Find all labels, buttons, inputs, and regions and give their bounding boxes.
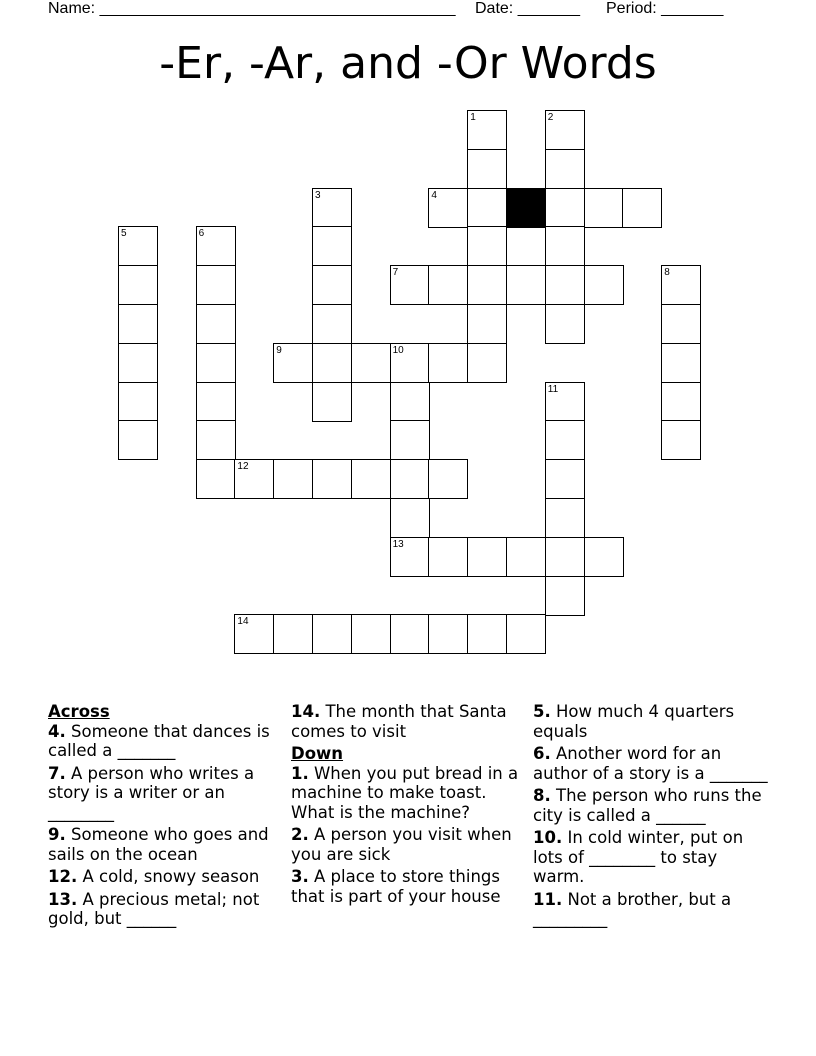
crossword-cell[interactable]: [351, 614, 391, 654]
crossword-cell[interactable]: [196, 226, 236, 266]
crossword-cell[interactable]: [390, 265, 430, 305]
crossword-cell[interactable]: [428, 537, 468, 577]
clue-number: 14.: [291, 702, 321, 721]
clue-text: Not a brother, but a _________: [533, 889, 732, 928]
crossword-cell[interactable]: [661, 265, 701, 305]
clue-number: 5: [121, 228, 127, 240]
crossword-cell[interactable]: [312, 614, 352, 654]
clue-number: 1.: [291, 763, 309, 783]
crossword-cell[interactable]: [118, 226, 158, 266]
crossword-cell[interactable]: [390, 498, 430, 538]
crossword-cell[interactable]: [467, 343, 507, 383]
clue-number: 2: [547, 112, 554, 123]
clue-item: [48, 722, 276, 761]
crossword-cell[interactable]: [428, 265, 468, 305]
clue-item: [48, 890, 276, 929]
crossword-cell[interactable]: [312, 188, 352, 228]
crossword-cell[interactable]: [661, 343, 701, 383]
across-heading: Across: [48, 702, 110, 721]
clue-number: 7: [392, 267, 399, 279]
clue-item: [48, 867, 276, 887]
clue-number: 11.: [533, 889, 563, 909]
clues-column-3: [533, 702, 773, 932]
crossword-cell[interactable]: [273, 459, 313, 499]
clue-number: 8: [664, 267, 670, 279]
crossword-cell[interactable]: [390, 459, 430, 499]
clue-number: 9.: [48, 825, 66, 844]
crossword-cell[interactable]: [545, 382, 585, 422]
clue-number: 3: [315, 189, 321, 201]
crossword-cell[interactable]: [428, 343, 468, 383]
crossword-cell[interactable]: [506, 537, 546, 577]
crossword-cell[interactable]: [196, 343, 236, 383]
clue-item: [533, 744, 773, 783]
crossword-cell[interactable]: [390, 382, 430, 422]
crossword-cell[interactable]: [351, 343, 391, 383]
crossword-cell[interactable]: [196, 459, 236, 499]
clue-text: Another word for an author of a story is a _______: [533, 744, 768, 783]
crossword-cell[interactable]: [661, 382, 701, 422]
clue-number: 1: [470, 112, 476, 123]
crossword-cell[interactable]: [390, 614, 430, 654]
crossword-cell[interactable]: [118, 420, 158, 460]
crossword-cell[interactable]: [584, 188, 624, 228]
clue-text: A person who writes a story is a writer or an ________: [48, 763, 255, 822]
crossword-cell[interactable]: [118, 304, 158, 344]
clue-item: [291, 702, 523, 741]
crossword-cell[interactable]: [196, 304, 236, 344]
crossword-cell[interactable]: [467, 110, 507, 150]
crossword-cell[interactable]: [312, 304, 352, 344]
crossword-cell[interactable]: [273, 343, 313, 383]
clue-text: A person you visit when you are sick: [291, 825, 512, 864]
crossword-cell[interactable]: [390, 420, 430, 460]
crossword-cell[interactable]: [351, 459, 391, 499]
crossword-cell[interactable]: [312, 459, 352, 499]
clue-text: A place to store things that is part of your house: [291, 867, 501, 906]
clue-text: Someone who goes and sails on the ocean: [48, 825, 269, 864]
crossword-cell[interactable]: [390, 537, 430, 577]
crossword-cell[interactable]: [196, 420, 236, 460]
crossword-cell[interactable]: [273, 614, 313, 654]
crossword-cell[interactable]: [545, 265, 585, 305]
clue-text: In cold winter, put on lots of ________ to stay warm.: [533, 828, 744, 886]
crossword-cell[interactable]: [428, 459, 468, 499]
crossword-cell[interactable]: [196, 382, 236, 422]
crossword-cell[interactable]: [467, 188, 507, 228]
clue-number: 11: [547, 383, 559, 395]
clue-text: A precious metal; not gold, but ______: [48, 889, 260, 928]
crossword-cell[interactable]: [467, 265, 507, 305]
crossword-cell[interactable]: [467, 537, 507, 577]
crossword-cell[interactable]: [312, 382, 352, 422]
clue-number: 13: [392, 538, 404, 550]
clue-text: The person who runs the city is called a ______: [533, 786, 762, 825]
clue-item: [48, 825, 276, 864]
crossword-cell[interactable]: [584, 265, 624, 305]
crossword-cell[interactable]: [622, 188, 662, 228]
page-title: -Er, -Ar, and -Or Words: [159, 38, 657, 89]
clue-number: 7.: [48, 763, 66, 783]
crossword-cell[interactable]: [545, 226, 585, 266]
crossword-cell[interactable]: [545, 149, 585, 189]
clue-number: 12.: [48, 867, 78, 886]
crossword-cell[interactable]: [312, 265, 352, 305]
clue-item: [291, 825, 523, 864]
crossword-cell[interactable]: [545, 188, 585, 228]
clue-text: The month that Santa comes to visit: [291, 702, 507, 741]
clue-number: 12: [237, 461, 249, 473]
crossword-cell[interactable]: [661, 420, 701, 460]
clue-number: 10.: [533, 828, 563, 847]
crossword-cell[interactable]: [506, 265, 546, 305]
crossword-cell[interactable]: [312, 226, 352, 266]
crossword-cell[interactable]: [467, 614, 507, 654]
down-heading: Down: [291, 744, 344, 763]
clue-number: 6.: [533, 744, 551, 763]
clue-item: [291, 764, 523, 823]
crossword-cell[interactable]: [467, 304, 507, 344]
crossword-cell[interactable]: [234, 459, 274, 499]
clue-number: 2.: [291, 825, 309, 844]
clue-number: 4: [431, 189, 437, 201]
clue-number: 9: [276, 344, 282, 356]
crossword-cell[interactable]: [118, 265, 158, 305]
crossword-cell[interactable]: [118, 382, 158, 422]
crossword-cell[interactable]: [196, 265, 236, 305]
clues-column-2: [291, 702, 523, 909]
crossword-cell[interactable]: [390, 343, 430, 383]
crossword-cell[interactable]: [545, 459, 585, 499]
clue-text: A cold, snowy season: [77, 867, 260, 886]
crossword-cell[interactable]: [584, 537, 624, 577]
crossword-cell[interactable]: [545, 498, 585, 538]
crossword-cell[interactable]: [118, 343, 158, 383]
name-field: Name: ________________________________________: [48, 0, 456, 17]
clues-column-1: [48, 702, 276, 932]
clue-number: 13.: [48, 889, 78, 909]
crossword-cell[interactable]: [545, 420, 585, 460]
clue-number: 4.: [48, 721, 66, 741]
clue-item: [533, 890, 773, 929]
clue-item: [533, 828, 773, 887]
crossword-cell[interactable]: [545, 304, 585, 344]
clue-number: 8.: [533, 786, 551, 805]
clue-number: 5.: [533, 702, 551, 721]
crossword-cell[interactable]: [428, 614, 468, 654]
clue-item: [48, 764, 276, 823]
crossword-cell[interactable]: [467, 226, 507, 266]
black-square: [506, 188, 546, 228]
clue-text: How much 4 quarters equals: [533, 702, 735, 741]
crossword-cell[interactable]: [661, 304, 701, 344]
clue-number: 6: [198, 228, 205, 240]
crossword-cell[interactable]: [545, 110, 585, 150]
clue-item: [533, 702, 773, 741]
crossword-cell[interactable]: [312, 343, 352, 383]
clue-number: 3.: [291, 867, 309, 886]
crossword-cell[interactable]: [545, 537, 585, 577]
clue-item: [291, 867, 523, 906]
period-field: Period: _______: [606, 0, 724, 17]
date-field: Date: _______: [475, 0, 580, 17]
crossword-cell[interactable]: [234, 614, 274, 654]
clue-number: 14: [237, 616, 249, 628]
crossword-cell[interactable]: [545, 576, 585, 616]
clue-item: [533, 786, 773, 825]
crossword-cell[interactable]: [506, 614, 546, 654]
clue-text: When you put bread in a machine to make toast. What is the machine?: [291, 763, 519, 822]
crossword-cell[interactable]: [467, 149, 507, 189]
clue-number: 10: [392, 344, 404, 356]
crossword-cell[interactable]: [428, 188, 468, 228]
clue-text: Someone that dances is called a _______: [48, 721, 270, 760]
